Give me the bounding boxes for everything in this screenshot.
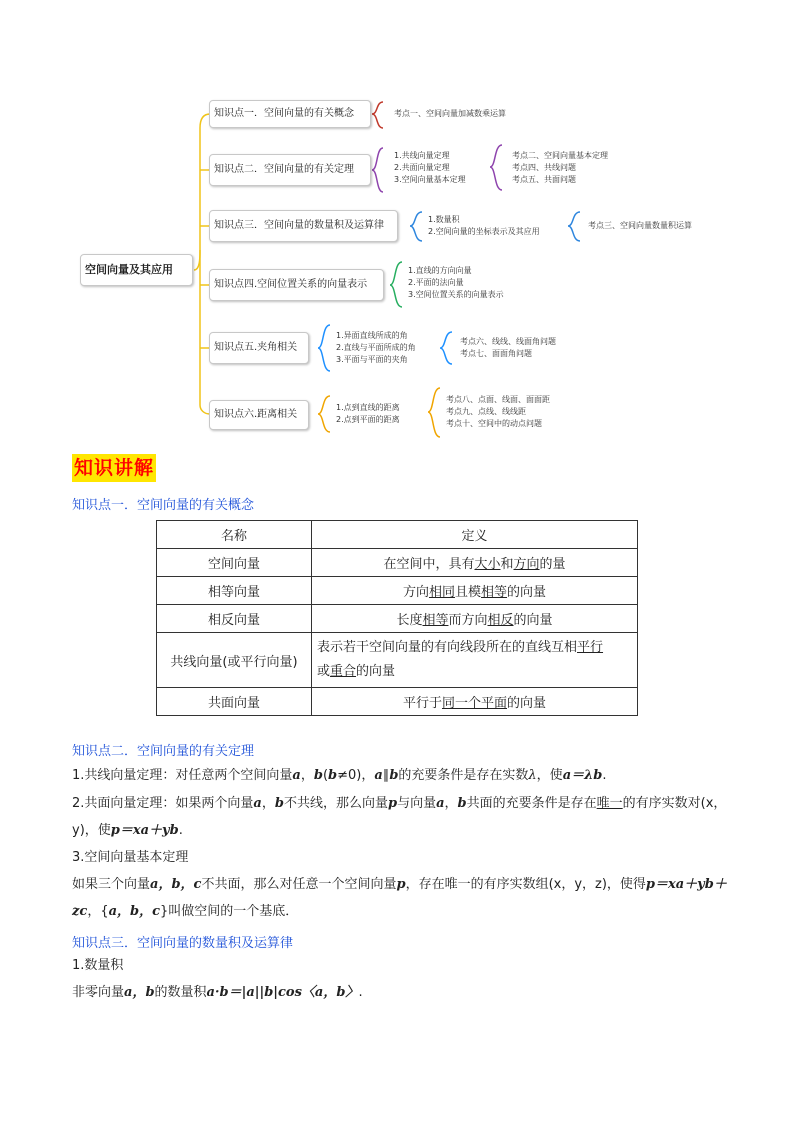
theorem-basis: 如果三个向量a，b，c不共面，那么对任意一个空间向量p，存在唯一的有序实数组(x，y，z)，使得p＝xa＋yb＋zc，{a，b，c}叫做空间的一个基底． [72, 877, 727, 919]
table-cell-name: 共线向量(或平行向量) [157, 633, 312, 688]
table-row [157, 633, 638, 688]
k4-items: 1.直线的方向向量 2.平面的法向量 3.空间位置关系的向量表示 [408, 266, 504, 299]
section-title-1: 知识点一．空间向量的有关概念 [72, 498, 255, 513]
mindmap-node-k3: 知识点三．空间向量的数量积及运算律 [209, 210, 398, 242]
theorem-coplanar: 2.共面向量定理：如果两个向量a，b不共线，那么向量p与向量a，b共面的充要条件是存在唯一的有序实数对(x，y)，使p＝xa＋yb. [72, 796, 727, 838]
section-title-3: 知识点三．空间向量的数量积及运算律 [72, 936, 294, 951]
table-cell-name: 共面向量 [157, 688, 312, 716]
k5-exam: 考点六、线线、线面角问题 考点七、面面角问题 [460, 337, 556, 358]
k5-items: 1.异面直线所成的角 2.直线与平面所成的角 3.平面与平面的夹角 [336, 331, 416, 364]
table-cell-name: 空间向量 [157, 549, 312, 577]
mindmap-node-k4: 知识点四.空间位置关系的向量表示 [209, 269, 384, 301]
k2-items: 1.共线向量定理 2.共面向量定理 3.空间向量基本定理 [394, 151, 466, 184]
mindmap-node-k6: 知识点六.距离相关 [209, 400, 309, 430]
table-cell-def: 表示若干空间向量的有向线段所在的直线互相平行 或重合的向量 [312, 633, 638, 688]
table-row [157, 577, 638, 605]
dot-product-title: 1.数量积 [72, 958, 124, 973]
dot-product-def: 非零向量a，b的数量积a·b＝|a||b|cos〈a，b〉. [72, 985, 363, 1000]
mindmap-node-k5: 知识点五.夹角相关 [209, 332, 309, 364]
theorem-collinear: 1.共线向量定理：对任意两个空间向量a，b(b≠0)，a∥b的充要条件是存在实数λ，使a＝λb. [72, 768, 607, 783]
table-row [157, 549, 638, 577]
mindmap-root: 空间向量及其应用 [80, 254, 193, 286]
k2-exam: 考点二、空间向量基本定理 考点四、共线问题 考点五、共面问题 [512, 151, 608, 184]
table-header-cell: 名称 [157, 521, 312, 549]
table-header-row [157, 521, 638, 549]
mindmap-node-k1: 知识点一．空间向量的有关概念 [209, 100, 371, 128]
table-cell-def: 方向相同且模相等的向量 [312, 577, 638, 605]
table-row [157, 688, 638, 716]
k6-exam: 考点八、点面、线面、面面距 考点九、点线、线线距 考点十、空间中的动点问题 [446, 395, 550, 428]
table-cell-def: 长度相等而方向相反的向量 [312, 605, 638, 633]
theorem-basis-title: 3.空间向量基本定理 [72, 850, 189, 865]
table-cell-def: 平行于同一个平面的向量 [312, 688, 638, 716]
table-header-cell: 定义 [312, 521, 638, 549]
table-row [157, 605, 638, 633]
table-cell-name: 相反向量 [157, 605, 312, 633]
section-badge: 知识讲解 [72, 454, 156, 482]
concept-table [156, 520, 638, 716]
k3-exam: 考点三、空间向量数量积运算 [588, 221, 692, 230]
section-title-2: 知识点二．空间向量的有关定理 [72, 744, 255, 759]
table-cell-def: 在空间中，具有大小和方向的量 [312, 549, 638, 577]
table-cell-name: 相等向量 [157, 577, 312, 605]
k1-exam: 考点一、空间向量加减数乘运算 [394, 109, 506, 118]
mindmap-node-k2: 知识点二．空间向量的有关定理 [209, 154, 371, 186]
k3-items: 1.数量积 2.空间向量的坐标表示及其应用 [428, 215, 540, 236]
k6-items: 1.点到直线的距离 2.点到平面的距离 [336, 403, 400, 424]
